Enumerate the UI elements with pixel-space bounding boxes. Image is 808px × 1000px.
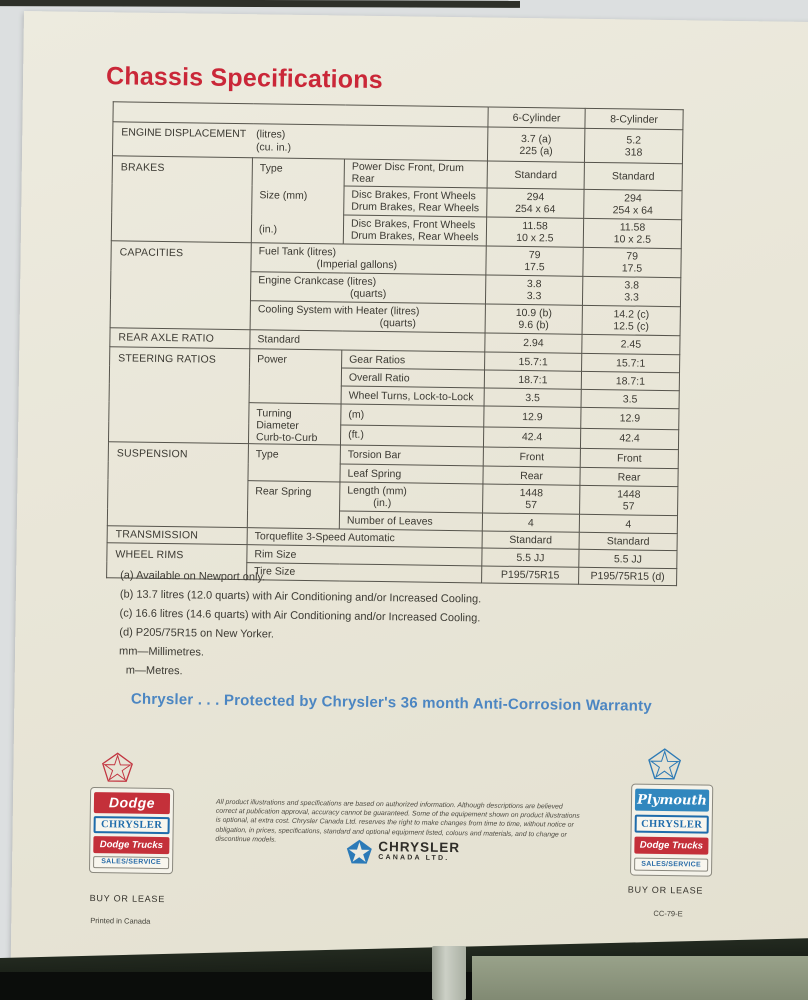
col-header-8cyl: 8-Cylinder	[585, 108, 683, 129]
brakes-in-8cyl	[583, 218, 681, 248]
capacities-cool-desc	[250, 301, 485, 333]
capacities-cool-6cyl	[485, 304, 582, 334]
suspension-torsion-desc: Torsion Bar	[340, 445, 483, 466]
chrysler-canada-logo	[346, 839, 460, 867]
cell-line: 254 x 64	[515, 202, 556, 216]
transmission-section-label: TRANSMISSION	[107, 526, 247, 545]
wheels-rim-6cyl: 5.5 JJ	[482, 548, 579, 567]
steering-overall-6cyl: 18.7:1	[484, 370, 581, 389]
cell-line: 10 x 2.5	[516, 231, 554, 245]
suspension-leaf-8cyl: Rear	[580, 467, 678, 486]
steering-overall-8cyl: 18.7:1	[581, 371, 679, 390]
cell-line: 225 (a)	[519, 144, 553, 157]
cell-line: (in.)	[373, 496, 392, 510]
engine-unit-litres: (litres)	[256, 128, 286, 141]
footnote-mm: mm—Millimetres.	[118, 645, 205, 659]
wheels-section-label: WHEEL RIMS	[107, 543, 247, 580]
brakes-type-desc: Power Disc Front, Drum Rear	[344, 159, 487, 188]
suspension-section-label: SUSPENSION	[107, 442, 248, 528]
suspension-leaves-8cyl: 4	[579, 514, 677, 533]
axle-8cyl: 2.45	[582, 334, 680, 354]
legal-disclaimer: All product illustrations and specifications are based on authorized information. Although descriptions are believed correct at publication approval, accuracy cannot be guaranteed. Some of the equipement shown on product illustrations is optional, at extra cost. Chrysler Canada Ltd. reserves the right to make changes from time to time, without notice or obligation, in prices, specifications, standard and optional equipment listed, colours and materials, and to change or discontinue models.	[215, 798, 580, 844]
wheels-tire-desc: Tire Size	[247, 563, 482, 583]
chrysler-canada-sub: CANADA LTD.	[378, 854, 450, 863]
brakes-type-label: Type	[259, 162, 283, 175]
buy-or-lease-right: BUY OR LEASE	[627, 884, 704, 896]
engine-8cyl-cell	[584, 128, 682, 163]
engine-6cyl-cell	[487, 127, 584, 162]
photo-table-leg	[432, 946, 466, 1000]
steering-section-label: STEERING RATIOS	[108, 347, 249, 444]
steering-ft-desc: (ft.)	[340, 424, 483, 446]
steering-turns-6cyl: 3.5	[484, 388, 581, 407]
engine-unit-cuin: (cu. in.)	[255, 141, 292, 154]
printed-in-canada: Printed in Canada	[90, 916, 151, 926]
cell-line: 17.5	[621, 262, 643, 275]
cell-line: 10.9 (b)	[515, 306, 553, 320]
cell-line: 1448	[519, 486, 544, 500]
dodge-trucks-band: Dodge Trucks	[93, 836, 169, 853]
steering-ft-6cyl: 42.4	[483, 426, 580, 448]
cell-line: 79	[626, 250, 639, 263]
cell-line: 14.2 (c)	[613, 308, 650, 321]
cell-line: 294	[624, 192, 642, 205]
brakes-type-6cyl: Standard	[487, 161, 584, 189]
steering-power-label: Power	[249, 349, 342, 404]
cell-line: 12.5 (c)	[613, 320, 650, 333]
brakes-type-8cyl: Standard	[584, 162, 682, 190]
capacities-crank-desc	[250, 272, 485, 304]
cell-line: Diameter	[256, 419, 299, 432]
capacities-section-label: CAPACITIES	[110, 241, 251, 330]
dodge-band: Dodge	[94, 792, 170, 814]
cell-line: 1448	[617, 488, 641, 501]
steering-gear-6cyl: 15.7:1	[485, 352, 582, 371]
wheels-tire-6cyl: P195/75R15	[482, 566, 579, 584]
steering-turns-desc: Wheel Turns, Lock-to-Lock	[341, 386, 484, 406]
cell-line: Length (mm)	[347, 484, 407, 498]
suspension-leaf-desc: Leaf Spring	[340, 464, 483, 484]
transmission-8cyl: Standard	[579, 532, 677, 550]
brakes-in-desc	[343, 215, 486, 246]
cell-line: 17.5	[524, 261, 545, 274]
plymouth-band: Plymouth	[635, 789, 709, 812]
suspension-leaves-desc: Number of Leaves	[339, 511, 482, 531]
suspension-torsion-6cyl: Front	[483, 447, 580, 467]
cell-line: 57	[622, 500, 635, 513]
steering-turns-8cyl: 3.5	[581, 389, 679, 408]
cell-line: (quarts)	[350, 287, 387, 301]
brakes-size-mm-label: Size (mm)	[259, 189, 308, 202]
capacities-cool-8cyl	[582, 305, 680, 335]
steering-gear-desc: Gear Ratios	[342, 350, 485, 370]
wheels-tire-8cyl: P195/75R15 (d)	[579, 567, 677, 585]
engine-label: ENGINE DISPLACEMENT	[121, 126, 247, 141]
capacities-crank-8cyl	[582, 276, 680, 306]
wheels-rim-8cyl: 5.5 JJ	[579, 549, 677, 568]
cell-line: 9.6 (b)	[518, 318, 549, 332]
cell-line: Fuel Tank (litres)	[258, 245, 337, 259]
cell-line: 79	[528, 249, 541, 262]
chassis-spec-table	[106, 101, 684, 586]
brakes-section-label: BRAKES	[111, 156, 252, 243]
cell-line: Drum Brakes, Rear Wheels	[350, 229, 479, 244]
suspension-torsion-8cyl: Front	[580, 448, 678, 468]
cell-line: Drum Brakes, Rear Wheels	[351, 200, 480, 215]
steering-ft-8cyl: 42.4	[580, 428, 678, 450]
col-header-6cyl: 6-Cylinder	[488, 107, 585, 128]
cell-line: 3.3	[624, 291, 639, 304]
cell-line: 3.7 (a)	[520, 132, 552, 145]
capacities-fuel-desc	[251, 243, 486, 275]
steering-m-8cyl: 12.9	[581, 407, 679, 429]
brakes-size-in-label: (in.)	[258, 223, 278, 236]
footnote-d: (d) P205/75R15 on New Yorker.	[119, 626, 275, 641]
cell-line: Curb-to-Curb	[255, 431, 318, 445]
brakes-sublabels-cell	[251, 158, 344, 244]
brochure-page	[11, 11, 808, 980]
brakes-mm-8cyl	[584, 189, 682, 219]
cell-line: 3.8	[526, 278, 542, 291]
footnote-m: m—Metres.	[125, 664, 183, 678]
footnote-a: (a) Available on Newport only.	[120, 569, 266, 584]
steering-m-desc: (m)	[341, 404, 484, 426]
cell-line: 11.58	[522, 219, 548, 233]
cell-line: 3.3	[526, 290, 542, 303]
brakes-in-6cyl	[486, 217, 583, 247]
buy-or-lease-left: BUY OR LEASE	[89, 893, 166, 905]
cell-line: 57	[525, 499, 538, 512]
suspension-length-8cyl	[580, 485, 678, 515]
pentastar-icon	[101, 751, 133, 783]
suspension-type-label: Type	[248, 444, 341, 482]
capacities-fuel-8cyl	[583, 247, 681, 277]
cell-line: Engine Crankcase (litres)	[258, 274, 377, 288]
pentastar-solid-icon	[346, 839, 372, 865]
pentastar-icon	[647, 747, 681, 781]
suspension-leaf-6cyl: Rear	[483, 466, 580, 485]
form-code: CC-79-E	[653, 908, 683, 919]
cell-line: 10 x 2.5	[613, 233, 652, 246]
cell-line: Cooling System with Heater (litres)	[257, 303, 420, 318]
cell-line: 254 x 64	[612, 204, 653, 217]
engine-label-cell	[112, 122, 487, 161]
cell-line: (quarts)	[379, 316, 416, 330]
steering-m-6cyl: 12.9	[484, 406, 581, 428]
suspension-length-6cyl	[483, 484, 580, 514]
chrysler-band: CHRYSLER	[635, 815, 709, 834]
footnote-b: (b) 13.7 litres (12.0 quarts) with Air Conditioning and/or Increased Cooling.	[119, 588, 482, 606]
cell-line: (Imperial gallons)	[316, 258, 398, 272]
capacities-crank-6cyl	[485, 275, 582, 305]
cell-line: Turning	[256, 407, 292, 420]
page-title: Chassis Specifications	[105, 62, 384, 95]
sales-service-band: SALES/SERVICE	[634, 858, 708, 872]
cell-line: 11.58	[619, 221, 646, 234]
chrysler-canada-name: CHRYSLER	[378, 839, 461, 856]
steering-turning-label	[248, 403, 341, 445]
cell-line: 294	[526, 191, 545, 204]
cell-line: Disc Brakes, Front Wheels	[351, 188, 476, 203]
axle-6cyl: 2.94	[485, 333, 582, 353]
footnotes	[119, 566, 482, 685]
chrysler-band: CHRYSLER	[94, 816, 170, 834]
footnote-c: (c) 16.6 litres (14.6 quarts) with Air Conditioning and/or Increased Cooling.	[119, 607, 481, 625]
cell-line: Disc Brakes, Front Wheels	[350, 217, 476, 232]
brakes-mm-6cyl	[487, 188, 584, 218]
capacities-fuel-6cyl	[486, 246, 583, 276]
photo-bottom-right-surface	[472, 956, 808, 1000]
transmission-6cyl: Standard	[482, 531, 579, 549]
cell-line: 318	[624, 145, 643, 159]
dodge-trucks-band: Dodge Trucks	[634, 837, 708, 855]
steering-overall-desc: Overall Ratio	[341, 368, 484, 388]
cell-line: 5.2	[626, 133, 642, 147]
suspension-rearspring-label: Rear Spring	[247, 481, 340, 529]
photo-top-edge	[0, 0, 520, 8]
transmission-desc: Torqueflite 3-Speed Automatic	[247, 528, 482, 548]
brakes-mm-desc	[344, 186, 487, 217]
axle-desc: Standard	[250, 330, 485, 352]
steering-gear-8cyl: 15.7:1	[582, 353, 680, 372]
sales-service-band: SALES/SERVICE	[93, 856, 169, 870]
cell-line: 3.8	[624, 279, 640, 292]
axle-section-label: REAR AXLE RATIO	[110, 328, 250, 349]
suspension-leaves-6cyl: 4	[482, 513, 579, 532]
warranty-line: Chrysler . . . Protected by Chrysler's 36 month Anti-Corrosion Warranty	[130, 690, 652, 715]
plymouth-dealer-sign	[630, 784, 713, 877]
suspension-length-desc	[340, 482, 483, 513]
wheels-rim-desc: Rim Size	[247, 545, 482, 566]
dodge-dealer-sign	[89, 787, 174, 874]
